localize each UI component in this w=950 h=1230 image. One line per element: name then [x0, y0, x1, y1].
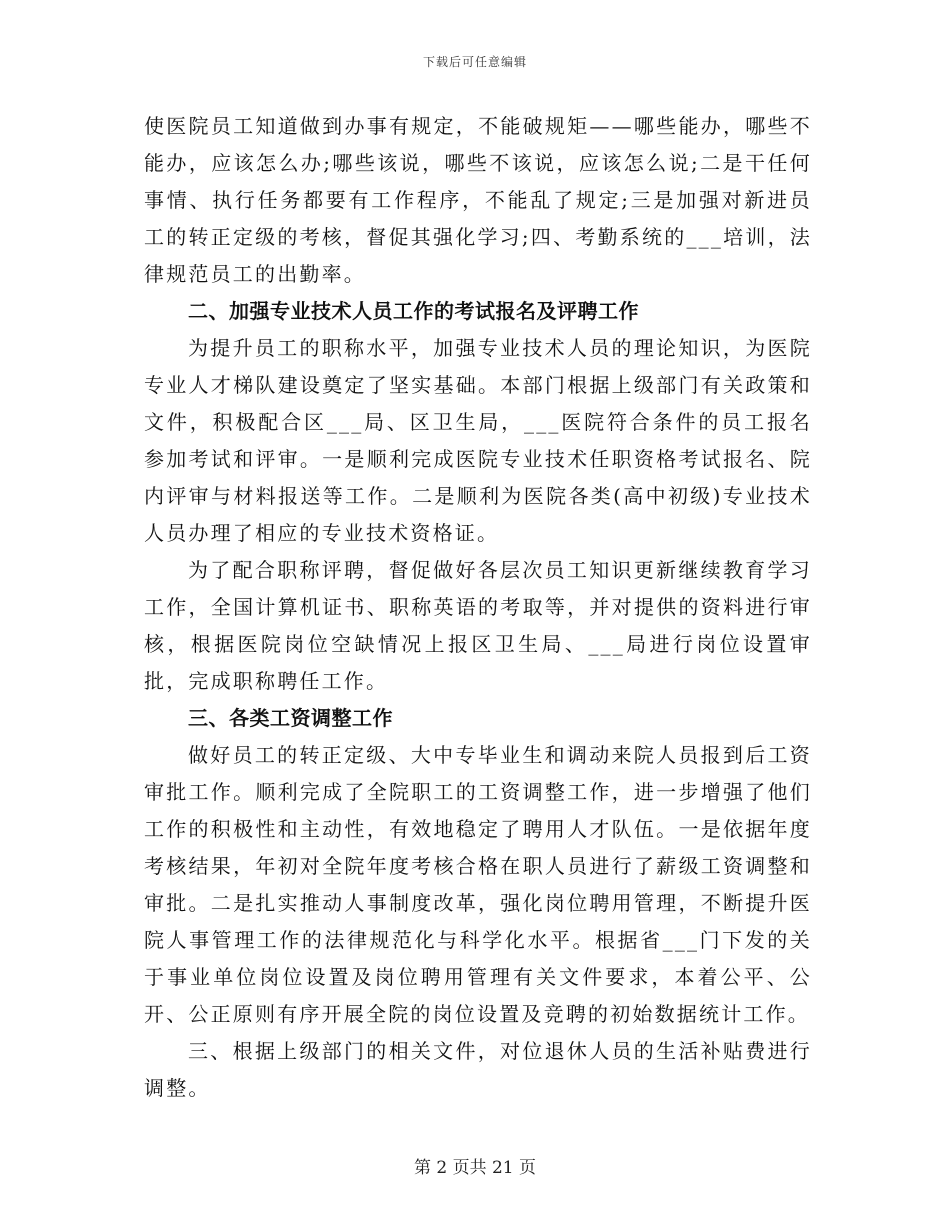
paragraph-continued: 使医院员工知道做到办事有规定，不能破规矩——哪些能办，哪些不能办，应该怎么办;哪些该说，哪些不该说，应该怎么说;二是干任何事情、执行任务都要有工作程序，不能乱了规定;三是加强对新进员工的转正定级的考核，督促其强化学习;四、考勤系统的___培训，法律规范员工的出勤率。: [144, 114, 812, 286]
paragraph-title-exam: 为提升员工的职称水平，加强专业技术人员的理论知识，为医院专业人才梯队建设奠定了坚实基础。本部门根据上级部门有关政策和文件，积极配合区___局、区卫生局，___医院符合条件的员工报名参加考试和评审。一是顺利完成医院专业技术任职资格考试报名、院内评审与材料报送等工作。二是顺利为医院各类(高中初级)专业技术人员办理了相应的专业技术资格证。: [144, 336, 812, 545]
paragraph-retiree-allowance: 三、根据上级部门的相关文件，对位退休人员的生活补贴费进行调整。: [144, 1039, 812, 1100]
section-heading-3: 三、各类工资调整工作: [188, 706, 393, 730]
page-footer: 第 2 页共 21 页: [413, 1158, 537, 1178]
document-body: [144, 108, 812, 1107]
paragraph-salary-adjustment: 做好员工的转正定级、大中专毕业生和调动来院人员报到后工资审批工作。顺利完成了全院职工的工资调整工作，进一步增强了他们工作的积极性和主动性，有效地稳定了聘用人才队伍。一是依据年度考核结果，年初对全院年度考核合格在职人员进行了薪级工资调整和审批。二是扎实推动人事制度改革，强化岗位聘用管理，不断提升医院人事管理工作的法律规范化与科学化水平。根据省___门下发的关于事业单位岗位设置及岗位聘用管理有关文件要求，本着公平、公开、公正原则有序开展全院的岗位设置及竞聘的初始数据统计工作。: [144, 743, 812, 1026]
paragraph-title-appointment: 为了配合职称评聘，督促做好各层次员工知识更新继续教育学习工作，全国计算机证书、职称英语的考取等，并对提供的资料进行审核，根据医院岗位空缺情况上报区卫生局、___局进行岗位设置审批，完成职称聘任工作。: [144, 558, 812, 693]
page-header: 下载后可任意编辑: [422, 55, 527, 69]
section-heading-2: 二、加强专业技术人员工作的考试报名及评聘工作: [188, 299, 639, 323]
